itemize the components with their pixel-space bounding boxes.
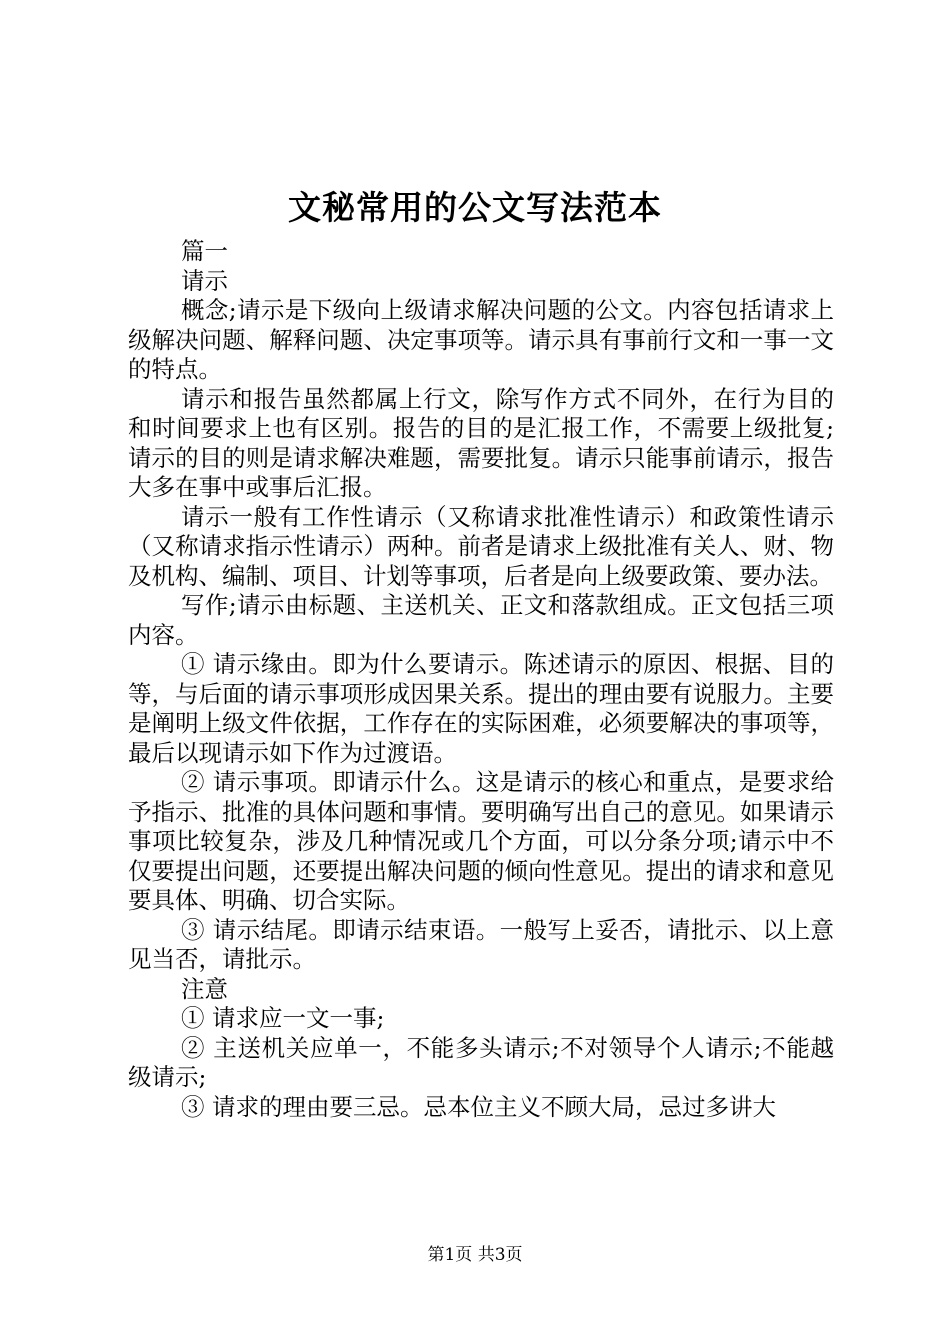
- paragraph-difference: 请示和报告虽然都属上行文，除写作方式不同外，在行为目的和时间要求上也有区别。报告的目的是汇报工作，不需要上级批复;请示的目的则是请求解决难题，需要批复。请示只能事前请示，报告大多在事中或事后汇报。: [128, 384, 834, 501]
- document-title: 文秘常用的公文写法范本: [288, 188, 662, 227]
- note-item-3: ③ 请求的理由要三忌。忌本位主义不顾大局，忌过多讲大: [181, 1092, 776, 1121]
- notes-heading: 注意: [181, 974, 228, 1003]
- note-item-1: ① 请求应一文一事;: [181, 1004, 385, 1032]
- paragraph-writing: 写作;请示由标题、主送机关、正文和落款组成。正文包括三项内容。: [128, 591, 834, 649]
- paragraph-item-3: ③ 请示结尾。即请示结束语。一般写上妥否，请批示、以上意见当否，请批示。: [128, 915, 834, 973]
- paragraph-item-1: ① 请示缘由。即为什么要请示。陈述请示的原因、根据、目的等，与后面的请示事项形成因果关系。提出的理由要有说服力。主要是阐明上级文件依据，工作存在的实际困难，必须要解决的事项等，最后以现请示如下作为过渡语。: [128, 650, 834, 767]
- page-footer: 第1页 共3页: [427, 1245, 523, 1265]
- note-item-2: ② 主送机关应单一，不能多头请示;不对领导个人请示;不能越级请示;: [128, 1033, 834, 1091]
- paragraph-concept: 概念;请示是下级向上级请求解决问题的公文。内容包括请求上级解决问题、解释问题、决定事项等。请示具有事前行文和一事一文的特点。: [128, 296, 834, 383]
- paragraph-item-2: ② 请示事项。即请示什么。这是请示的核心和重点，是要求给予指示、批准的具体问题和事情。要明确写出自己的意见。如果请示事项比较复杂，涉及几种情况或几个方面，可以分条分项;请示中不仅要提出问题，还要提出解决问题的倾向性意见。提出的请求和意见要具体、明确、切合实际。: [128, 768, 834, 914]
- document-body: [128, 237, 834, 1122]
- paragraph-types: 请示一般有工作性请示（又称请求批准性请示）和政策性请示（又称请求指示性请示）两种。前者是请求上级批准有关人、财、物及机构、编制、项目、计划等事项，后者是向上级要政策、要办法。: [128, 502, 834, 590]
- section-heading: 篇一: [181, 237, 228, 265]
- subsection-heading: 请示: [181, 266, 228, 295]
